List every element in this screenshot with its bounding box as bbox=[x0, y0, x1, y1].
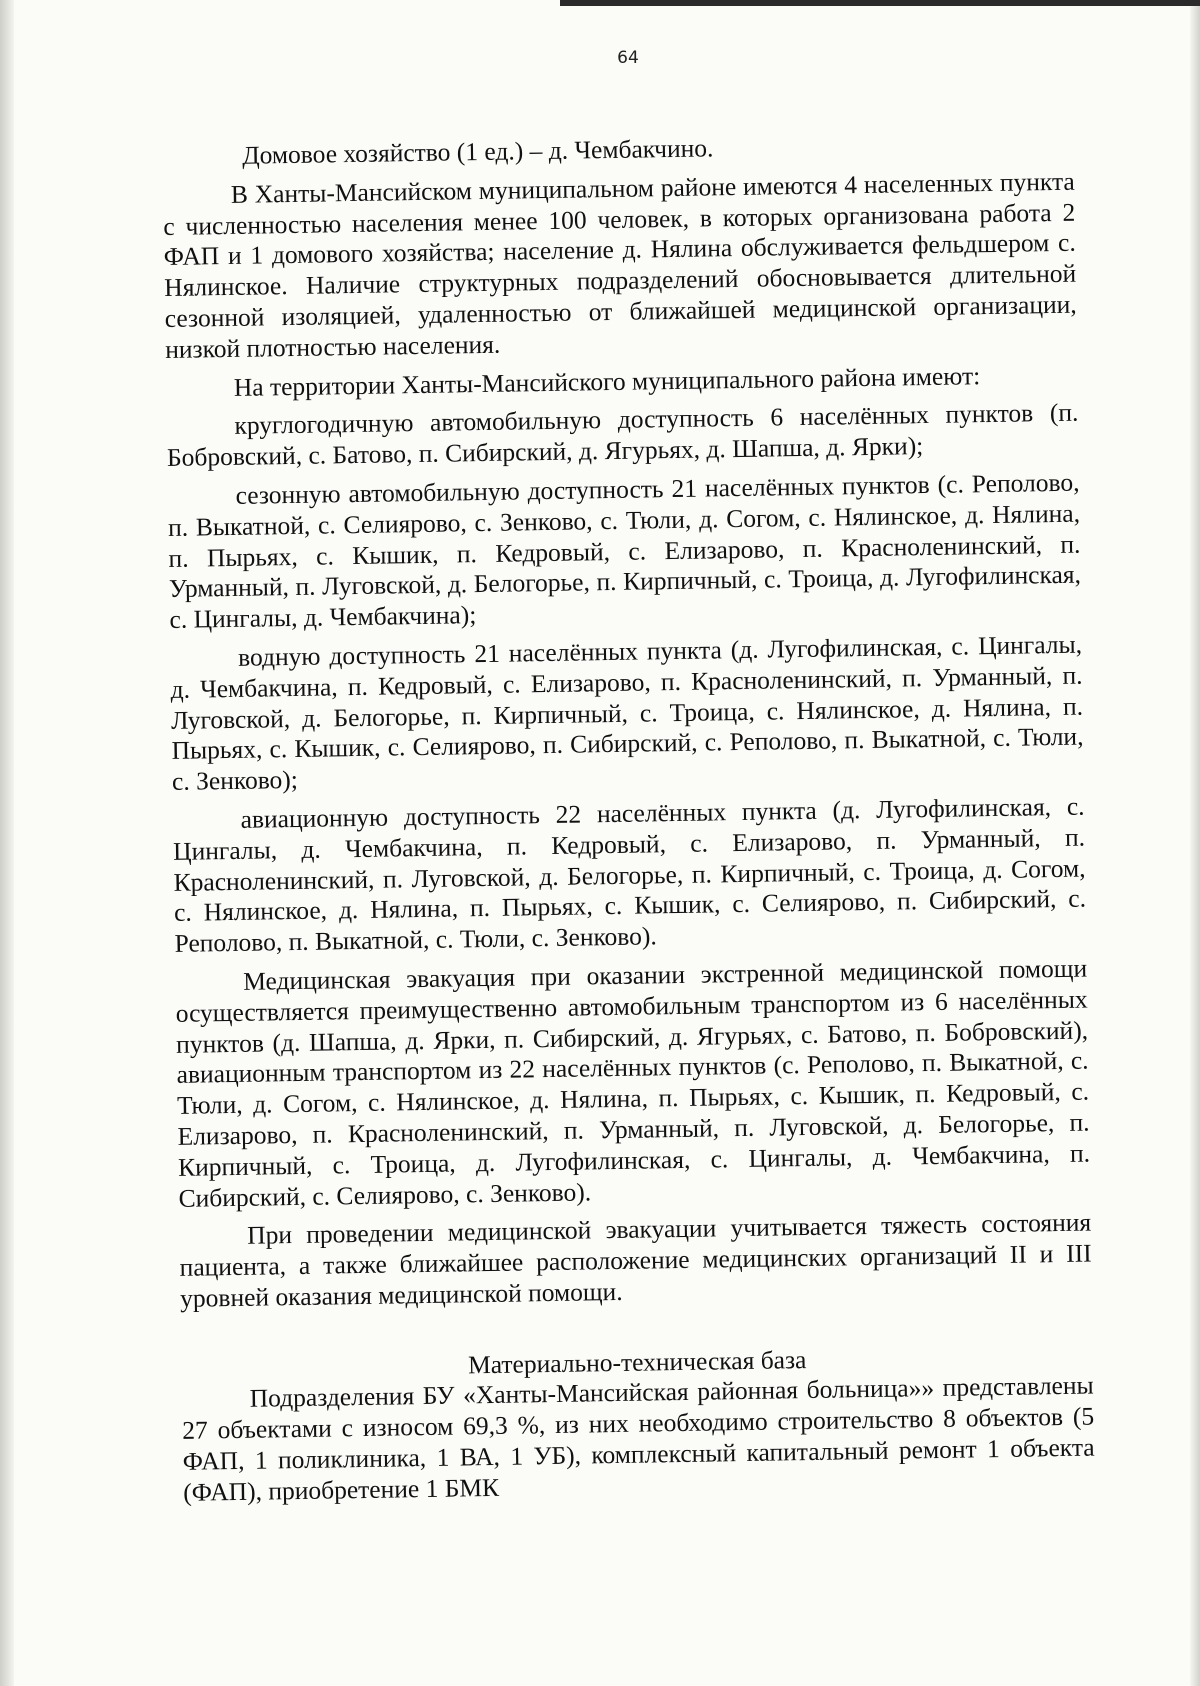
paragraph: Медицинская эвакуация при оказании экстренной медицинской помощи осуществляется преимущественно автомобильным транспортом из 6 населённых пунктов (д. Шапша, д. Ярки, п. Сибирский, д. Ягурьях, с. Батово, п. Бобровский), авиационным транспортом из 22 населённых пунктов (с. Реполово, п. Выкатной, с. Тюли, д. Согом, с. Нялинское, д. Нялина, п. Пырьях, с. Кышик, п. Кедровый, с. Елизарово, п. Красноленинский, п. Урманный, п. Луговской, д. Белогорье, п. Кирпичный, с. Троица, д. Лугофилинская, с. Цингалы, д. Чембакчина, п. Сибирский, с. Селиярово, с. Зенково). bbox=[175, 953, 1091, 1213]
page-number: 64 bbox=[617, 48, 639, 68]
paragraph: В Ханты-Мансийском муниципальном районе имеются 4 населенных пункта с численностью населения менее 100 человек, в которых организована работа 2 ФАП и 1 домового хозяйства; население д. Нялина обслуживается фельдшером с. Нялинское. Наличие структурных подразделений обосновывается длительной сезонной изоляцией, удаленностью от ближайшей медицинской организации, низкой плотностью населения. bbox=[163, 166, 1077, 364]
scan-top-edge bbox=[560, 0, 1200, 6]
paragraph: При проведении медицинской эвакуации учитывается тяжесть состояния пациента, а также ближайшее расположение медицинских организаций II и III уровней оказания медицинской помощи. bbox=[179, 1207, 1092, 1313]
scan-left-edge bbox=[0, 0, 14, 1686]
paragraph: сезонную автомобильную доступность 21 населённых пунктов (с. Реполово, п. Выкатной, с. Селиярово, с. Зенково, с. Тюли, д. Согом, с. Нялинское, д. Нялина, п. Пырьях, с. Кышик, п. Кедровый, с. Елизарово, п. Красноленинский, п. Урманный, п. Луговской, д. Белогорье, п. Кирпичный, с. Троица, д. Лугофилинская, с. Цингалы, д. Чембакчина); bbox=[167, 467, 1082, 635]
paragraph: авиационную доступность 22 населённых пункта (д. Лугофилинская, с. Цингалы, д. Чембакчина, п. Кедровый, с. Елизарово, п. Урманный, п. Красноленинский, п. Луговской, д. Белогорье, п. Кирпичный, с. Троица, д. Согом, с. Нялинское, д. Нялина, п. Пырьях, с. Кышик, с. Селиярово, п. Сибирский, с. Реполово, п. Выкатной, с. Тюли, с. Зенково). bbox=[172, 791, 1087, 959]
paragraph: Домовое хозяйство (1 ед.) – д. Чембакчино. bbox=[241, 133, 714, 170]
paragraph: круглогодичную автомобильную доступность 6 населённых пунктов (п. Бобровский, с. Батово, п. Сибирский, д. Ягурьях, д. Шапша, д. Ярки); bbox=[166, 398, 1079, 473]
document-body bbox=[162, 128, 1095, 1517]
scan-right-edge bbox=[1190, 0, 1200, 1686]
section-heading: Материально-техническая база bbox=[467, 1344, 807, 1380]
paragraph: водную доступность 21 населённых пункта (д. Лугофилинская, с. Цингалы, д. Чембакчина, п. Кедровый, с. Елизарово, п. Красноленинский, п. Урманный, п. Луговской, д. Белогорье, п. Кирпичный, с. Троица, с. Нялинское, д. Нялина, п. Пырьях, с. Кышик, с. Селиярово, п. Сибирский, с. Реполово, п. Выкатной, с. Тюли, с. Зенково); bbox=[170, 629, 1084, 797]
paragraph: Подразделения БУ «Ханты-Мансийская районная больница»» представлены 27 объектами с износом 69,3 %, из них необходимо строительство 8 объектов (5 ФАП, 1 поликлиника, 1 ВА, 1 УБ), комплексный капитальный ремонт 1 объекта (ФАП), приобретение 1 БМК bbox=[182, 1371, 1095, 1507]
paragraph: На территории Ханты-Мансийского муниципального района имеют: bbox=[233, 360, 981, 402]
